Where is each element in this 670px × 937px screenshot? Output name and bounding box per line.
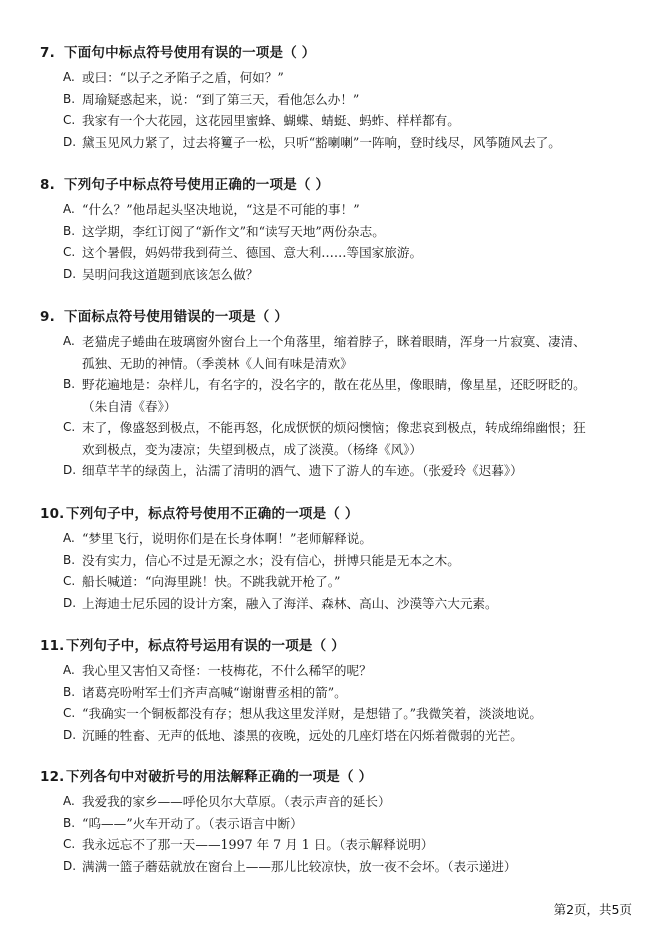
question-title — [40, 308, 640, 327]
option-key: C. — [63, 837, 76, 851]
option-b — [63, 550, 640, 572]
question-number: 8. — [40, 177, 55, 193]
option-key: B. — [63, 377, 76, 391]
question-8 — [40, 176, 640, 285]
question-stem: 下列句子中标点符号使用正确的一项是（ ） — [64, 177, 330, 193]
option-list — [40, 331, 640, 482]
option-text-continued: （朱自清《春》） — [82, 398, 177, 414]
question-title — [40, 176, 640, 195]
option-text: 船长喊道：“向海里跳！快。不跳我就开枪了。” — [82, 574, 341, 589]
option-key: C. — [63, 113, 76, 127]
option-text: 没有实力，信心不过是无源之水；没有信心，拼博只能是无本之木。 — [82, 552, 460, 568]
question-number: 7. — [40, 45, 55, 61]
option-b — [63, 813, 640, 835]
option-list — [40, 791, 640, 877]
option-key: B. — [63, 223, 76, 238]
option-text: 周瑜疑惑起来，说：“到了第三天，看他怎么办！” — [82, 91, 360, 107]
option-text: 这学期，李红订阅了“新作文”和“读写天地”两份杂志。 — [82, 223, 385, 239]
option-list — [40, 67, 640, 153]
option-list — [40, 660, 640, 746]
option-key: A. — [63, 202, 75, 216]
option-text: 吴明问我这道题到底该怎么做？ — [82, 266, 259, 282]
question-number: 11. — [40, 638, 65, 654]
option-key: D. — [63, 727, 77, 742]
question-stem: 下列句子中，标点符号使用不正确的一项是（ ） — [66, 506, 359, 522]
question-title — [40, 637, 640, 656]
question-title — [40, 44, 640, 63]
option-text: 我家有一个大花园，这花园里蜜蜂、蝴蝶、蜻蜓、蚂蚱、样样都有。 — [82, 113, 460, 128]
option-key: A. — [63, 663, 75, 677]
option-key: D. — [63, 134, 77, 149]
question-stem: 下面标点符号使用错误的一项是（ ） — [64, 309, 289, 325]
option-key: A. — [63, 531, 75, 545]
option-key: B. — [63, 91, 76, 106]
option-key: D. — [63, 595, 77, 610]
option-key: C. — [63, 245, 76, 259]
option-b — [63, 89, 640, 111]
option-c — [63, 417, 640, 460]
question-7 — [40, 44, 640, 153]
option-text: “呜——”火车开动了。（表示语言中断） — [82, 815, 303, 831]
option-b — [63, 682, 640, 704]
option-text: 我爱我的家乡——呼伦贝尔大草原。（表示声音的延长） — [82, 794, 391, 809]
option-c — [63, 571, 640, 593]
question-stem: 下列各句中对破折号的用法解释正确的一项是（ ） — [66, 769, 373, 785]
question-number: 12. — [40, 769, 65, 785]
question-title — [40, 768, 640, 787]
question-9 — [40, 308, 640, 482]
option-key: C. — [63, 706, 76, 720]
option-c — [63, 242, 640, 264]
option-text: 细草芊芊的绿茵上，沾濡了清明的酒气、遗下了游人的车迹。（张爱玲《迟暮》） — [82, 463, 523, 478]
option-d — [63, 856, 640, 878]
option-text: 沉睡的牲畜、无声的低地、漆黑的夜晚，远处的几座灯塔在闪烁着微弱的光芒。 — [82, 727, 523, 743]
option-text: “梦里飞行，说明你们是在长身体啊！”老师解释说。 — [82, 531, 372, 546]
option-text: 黛玉见风力紧了，过去将籰子一松，只听“豁喇喇”一阵响，登时线尽，风筝随风去了。 — [82, 134, 561, 150]
option-d — [63, 725, 640, 747]
option-a — [63, 331, 640, 374]
option-text: 这个暑假，妈妈带我到荷兰、德国、意大利……等国家旅游。 — [82, 245, 423, 260]
option-list — [40, 528, 640, 614]
option-a — [63, 528, 640, 550]
option-a — [63, 67, 640, 89]
option-text: 上海迪士尼乐园的设计方案，融入了海洋、森林、高山、沙漠等六大元素。 — [82, 595, 498, 611]
option-list — [40, 199, 640, 285]
option-key: A. — [63, 334, 75, 348]
option-key: B. — [63, 684, 76, 699]
option-key: D. — [63, 858, 77, 873]
option-text: 诸葛亮吩咐军士们齐声高喊“谢谢曹丞相的箭”。 — [82, 684, 347, 700]
option-text: 我心里又害怕又奇怪：一枝梅花，不什么稀罕的呢？ — [82, 663, 372, 678]
question-number: 9. — [40, 309, 55, 325]
question-stem: 下列句子中，标点符号运用有误的一项是（ ） — [66, 638, 345, 654]
option-d — [63, 460, 640, 482]
option-key: A. — [63, 794, 75, 808]
option-d — [63, 593, 640, 615]
option-key: C. — [63, 420, 76, 434]
option-text: 满满一篮子蘑菇就放在窗台上——那儿比较凉快，放一夜不会坏。（表示递进） — [82, 858, 517, 874]
question-number: 10. — [40, 506, 65, 522]
question-stem: 下面句中标点符号使用有误的一项是（ ） — [64, 45, 316, 61]
option-text: 野花遍地是：杂样儿，有名字的，没名字的，散在花丛里，像眼睛，像星星，还眨呀眨的。 — [82, 377, 586, 392]
option-d — [63, 132, 640, 154]
option-key: C. — [63, 574, 76, 588]
question-title — [40, 505, 640, 524]
option-a — [63, 791, 640, 813]
option-a — [63, 199, 640, 221]
option-a — [63, 660, 640, 682]
option-key: D. — [63, 463, 77, 477]
option-text: “什么？”他昂起头坚决地说，“这是不可能的事！” — [82, 202, 360, 217]
option-key: A. — [63, 70, 75, 84]
option-key: B. — [63, 552, 76, 567]
option-text: 我永远忘不了那一天——1997 年 7 月 1 日。（表示解释说明） — [82, 837, 434, 852]
option-text: 或曰：“以子之矛陷子之盾，何如？” — [82, 70, 284, 85]
question-11 — [40, 637, 640, 746]
page-number: 第2页，共5页 — [553, 902, 632, 917]
option-key: B. — [63, 815, 76, 830]
option-text: 老猫虎子蜷曲在玻璃窗外窗台上一个角落里，缩着脖子，眯着眼睛，浑身一片寂寞、凄清、 — [82, 334, 586, 349]
question-12 — [40, 768, 640, 877]
option-c — [63, 703, 640, 725]
option-c — [63, 834, 640, 856]
option-text-continued: 欢到极点，变为凄凉；失望到极点，成了淡漠。（杨绛《风》） — [82, 441, 423, 457]
option-b — [63, 374, 640, 417]
option-d — [63, 264, 640, 286]
option-text: 末了，像盛怒到极点，不能再怒，化成恹恹的烦闷懊恼；像悲哀到极点，转成绵绵幽恨；狂 — [82, 420, 586, 435]
question-10 — [40, 505, 640, 614]
option-b — [63, 221, 640, 243]
option-text: “我确实一个铜板都没有存；想从我这里发洋财，是想错了。”我微笑着，淡淡地说。 — [82, 706, 542, 721]
option-c — [63, 110, 640, 132]
option-key: D. — [63, 266, 77, 281]
option-text-continued: 孤独、无助的神情。（季羡林《人间有味是清欢》 — [82, 355, 353, 371]
